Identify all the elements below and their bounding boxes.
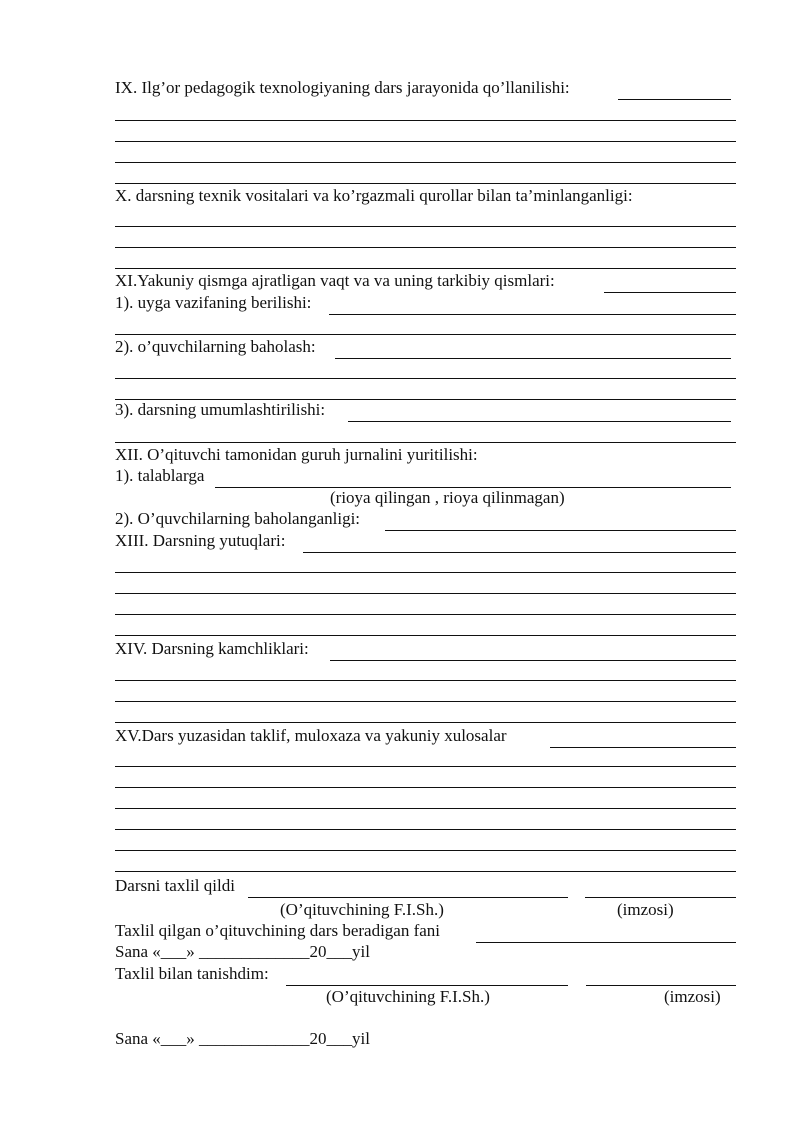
- answer-line[interactable]: [115, 681, 736, 702]
- acquainted-name-line[interactable]: [286, 985, 568, 986]
- teacher-name-hint: (O’qituvchining F.I.Sh.): [280, 900, 444, 919]
- section-xii-title: XII. O’qituvchi tamonidan guruh jurnalini yuritilishi:: [115, 445, 478, 464]
- section-xi-title: XI.Yakuniy qismga ajratligan vaqt va va uning tarkibiy qismlari:: [115, 271, 555, 290]
- section-xv-title: XV.Dars yuzasidan taklif, muloxaza va yakuniy xulosalar: [115, 726, 507, 745]
- acquainted-signature-line[interactable]: [586, 985, 736, 986]
- answer-line[interactable]: [115, 163, 736, 184]
- section-xiv-title: XIV. Darsning kamchliklari:: [115, 639, 309, 658]
- section-xi-row: [115, 271, 736, 293]
- section-xi-item1-label: 1). uyga vazifaning berilishi:: [115, 293, 312, 312]
- section-xi-item3-label: 3). darsning umumlashtirilishi:: [115, 400, 326, 419]
- section-xi-item2-label: 2). o’quvchilarning baholash:: [115, 337, 316, 356]
- answer-line[interactable]: [115, 615, 736, 636]
- section-xi-item3-row: [115, 400, 736, 422]
- section-xii-row: [115, 445, 736, 467]
- answer-line[interactable]: [115, 206, 736, 227]
- answer-line[interactable]: [115, 121, 736, 142]
- acquainted-row: [115, 964, 736, 986]
- answer-line[interactable]: [115, 702, 736, 723]
- analyzed-by-row: [115, 876, 736, 898]
- acquainted-label: Taxlil bilan tanishdim:: [115, 964, 269, 983]
- answer-line[interactable]: [115, 552, 736, 573]
- section-xiii-row: [115, 531, 736, 553]
- answer-line[interactable]: [115, 248, 736, 269]
- answer-line[interactable]: [115, 830, 736, 851]
- section-xv-row: [115, 726, 736, 748]
- section-xii-item2-label: 2). O’quvchilarning baholanganligi:: [115, 509, 361, 528]
- answer-line[interactable]: [115, 379, 736, 400]
- answer-line[interactable]: [115, 573, 736, 594]
- section-x-row: [115, 186, 736, 208]
- date-line[interactable]: Sana «___» _____________20___yil: [115, 942, 370, 961]
- answer-line[interactable]: [115, 142, 736, 163]
- answer-line[interactable]: [115, 767, 736, 788]
- section-xii-item1-row: [115, 466, 736, 488]
- section-x-title: X. darsning texnik vositalari va ko’rgazmali qurollar bilan ta’minlanganligi:: [115, 186, 633, 205]
- answer-line[interactable]: [115, 594, 736, 615]
- signature-hint: (imzosi): [617, 900, 674, 919]
- answer-line[interactable]: [115, 227, 736, 248]
- answer-line[interactable]: [115, 809, 736, 830]
- answer-line[interactable]: [115, 358, 736, 379]
- signature-hint-2: (imzosi): [664, 987, 721, 1006]
- answer-line[interactable]: [115, 660, 736, 681]
- section-xiii-title: XIII. Darsning yutuqlari:: [115, 531, 286, 550]
- date-line-2[interactable]: Sana «___» _____________20___yil: [115, 1029, 370, 1048]
- section-xiv-row: [115, 639, 736, 661]
- section-xii-item2-row: [115, 509, 736, 531]
- subject-row: [115, 921, 736, 943]
- section-ix-title: IX. Ilg’or pedagogik texnologiyaning dars jarayonida qo’llanilishi:: [115, 78, 570, 97]
- answer-line[interactable]: [115, 851, 736, 872]
- date-row: [115, 942, 736, 964]
- analyzer-name-line[interactable]: [248, 897, 568, 898]
- answer-line[interactable]: [115, 100, 736, 121]
- answer-line[interactable]: [115, 314, 736, 335]
- analyzer-signature-line[interactable]: [585, 897, 736, 898]
- date-row-2: [115, 1029, 736, 1051]
- answer-line[interactable]: [115, 788, 736, 809]
- section-xi-item2-row: [115, 337, 736, 359]
- section-xii-item1-label: 1). talablarga: [115, 466, 205, 485]
- section-ix-row: [115, 78, 736, 100]
- answer-line[interactable]: [115, 422, 736, 443]
- answer-line[interactable]: [115, 746, 736, 767]
- teacher-name-hint-2: (O’qituvchining F.I.Sh.): [326, 987, 490, 1006]
- section-xii-item1-hint: (rioya qilingan , rioya qilinmagan): [330, 488, 565, 507]
- analyzed-by-label: Darsni taxlil qildi: [115, 876, 235, 895]
- section-xi-item1-row: [115, 293, 736, 315]
- subject-label: Taxlil qilgan o’qituvchining dars beradigan fani: [115, 921, 441, 940]
